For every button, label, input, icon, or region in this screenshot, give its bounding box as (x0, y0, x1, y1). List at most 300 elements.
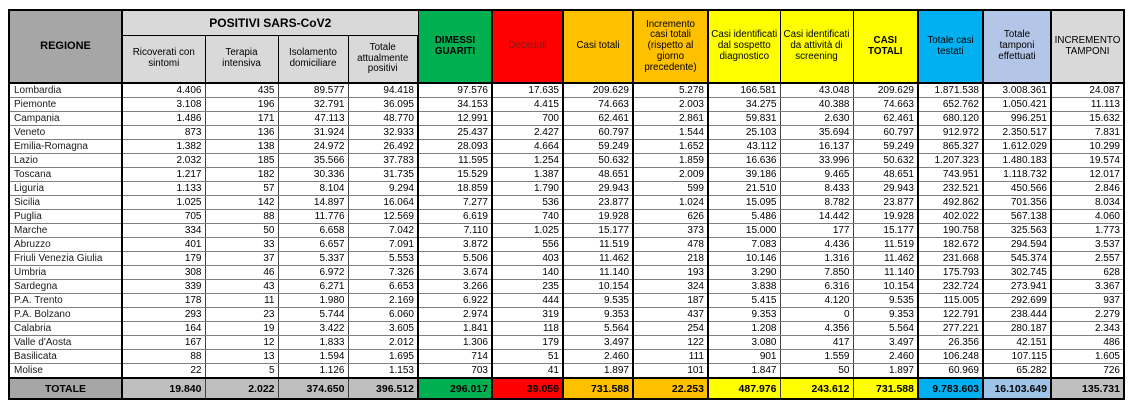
region-name-cell: Basilicata (9, 350, 122, 364)
value-cell: 373 (633, 224, 708, 238)
value-cell: 171 (205, 112, 278, 126)
value-cell: 122 (633, 336, 708, 350)
value-cell: 7.083 (708, 238, 780, 252)
value-cell: 209.629 (563, 83, 633, 98)
value-cell: 182 (205, 168, 278, 182)
value-cell: 3.080 (708, 336, 780, 350)
value-cell: 339 (122, 280, 205, 294)
value-cell: 48.651 (853, 168, 918, 182)
value-cell: 3.497 (563, 336, 633, 350)
value-cell: 51 (492, 350, 563, 364)
region-name-cell: Calabria (9, 322, 122, 336)
table-row-p-a-bolzano (9, 308, 1124, 322)
column-header-incremento-tamponi: INCREMENTO TAMPONI (1051, 10, 1124, 83)
table-row-molise (9, 364, 1124, 379)
value-cell: 115.005 (918, 294, 983, 308)
value-cell: 218 (633, 252, 708, 266)
value-cell: 238.444 (983, 308, 1051, 322)
value-cell: 700 (492, 112, 563, 126)
value-cell: 10.154 (563, 280, 633, 294)
value-cell: 714 (418, 350, 492, 364)
value-cell: 19.928 (563, 210, 633, 224)
value-cell: 2.460 (853, 350, 918, 364)
region-name-cell: Sicilia (9, 196, 122, 210)
value-cell: 1.847 (708, 364, 780, 379)
region-name-cell: Umbria (9, 266, 122, 280)
value-cell: 292.699 (983, 294, 1051, 308)
value-cell: 3.838 (708, 280, 780, 294)
value-cell: 5.553 (348, 252, 418, 266)
table-row-abruzzo (9, 238, 1124, 252)
value-cell: 6.922 (418, 294, 492, 308)
value-cell: 48.651 (563, 168, 633, 182)
value-cell: 12.017 (1051, 168, 1124, 182)
value-cell: 294.594 (983, 238, 1051, 252)
value-cell: 11 (205, 294, 278, 308)
value-cell: 4.415 (492, 98, 563, 112)
value-cell: 1.024 (633, 196, 708, 210)
column-header-terapia-intensiva: Terapia intensiva (205, 36, 278, 84)
value-cell: 19 (205, 322, 278, 336)
value-cell: 1.118.732 (983, 168, 1051, 182)
table-row-valle-d-aosta (9, 336, 1124, 350)
value-cell: 2.846 (1051, 182, 1124, 196)
value-cell: 254 (633, 322, 708, 336)
value-cell: 556 (492, 238, 563, 252)
value-cell: 3.422 (278, 322, 348, 336)
value-cell: 138 (205, 140, 278, 154)
value-cell: 325.563 (983, 224, 1051, 238)
value-cell: 11.462 (853, 252, 918, 266)
value-cell: 6.619 (418, 210, 492, 224)
total-value-cell: 16.103.649 (983, 378, 1051, 399)
value-cell: 478 (633, 238, 708, 252)
table-row-umbria (9, 266, 1124, 280)
value-cell: 14.897 (278, 196, 348, 210)
column-header-regione: REGIONE (9, 10, 122, 83)
table-row-toscana (9, 168, 1124, 182)
value-cell: 26.356 (918, 336, 983, 350)
value-cell: 23 (205, 308, 278, 322)
value-cell: 11.595 (418, 154, 492, 168)
value-cell: 7.277 (418, 196, 492, 210)
table-row-campania (9, 112, 1124, 126)
value-cell: 726 (1051, 364, 1124, 379)
value-cell: 703 (418, 364, 492, 379)
value-cell: 29.943 (563, 182, 633, 196)
value-cell: 1.773 (1051, 224, 1124, 238)
value-cell: 3.605 (348, 322, 418, 336)
column-header-isolamento-domiciliare: Isolamento domiciliare (278, 36, 348, 84)
value-cell: 3.497 (853, 336, 918, 350)
value-cell: 3.674 (418, 266, 492, 280)
total-value-cell: 396.512 (348, 378, 418, 399)
value-cell: 50 (780, 364, 853, 379)
value-cell: 5.744 (278, 308, 348, 322)
value-cell: 8.034 (1051, 196, 1124, 210)
table-row-sardegna (9, 280, 1124, 294)
column-header-incremento-casi-totali-rispetto-al-giorno-precedente: Incremento casi totali (rispetto al giorno precedente) (633, 10, 708, 83)
value-cell: 136 (205, 126, 278, 140)
value-cell: 486 (1051, 336, 1124, 350)
value-cell: 3.290 (708, 266, 780, 280)
value-cell: 1.153 (348, 364, 418, 379)
value-cell: 319 (492, 308, 563, 322)
region-name-cell: Lazio (9, 154, 122, 168)
region-name-cell: Liguria (9, 182, 122, 196)
value-cell: 11.776 (278, 210, 348, 224)
value-cell: 12.569 (348, 210, 418, 224)
value-cell: 22 (122, 364, 205, 379)
value-cell: 9.294 (348, 182, 418, 196)
value-cell: 3.266 (418, 280, 492, 294)
value-cell: 2.350.517 (983, 126, 1051, 140)
value-cell: 599 (633, 182, 708, 196)
value-cell: 5.415 (708, 294, 780, 308)
value-cell: 1.306 (418, 336, 492, 350)
value-cell: 1.559 (780, 350, 853, 364)
value-cell: 23.877 (563, 196, 633, 210)
value-cell: 2.974 (418, 308, 492, 322)
total-value-cell: 2.022 (205, 378, 278, 399)
value-cell: 10.146 (708, 252, 780, 266)
column-header-casi-totali: Casi totali (563, 10, 633, 83)
value-cell: 12 (205, 336, 278, 350)
value-cell: 74.663 (853, 98, 918, 112)
value-cell: 1.859 (633, 154, 708, 168)
value-cell: 1.833 (278, 336, 348, 350)
table-row-p-a-trento (9, 294, 1124, 308)
table-row-liguria (9, 182, 1124, 196)
value-cell: 536 (492, 196, 563, 210)
value-cell: 50.632 (853, 154, 918, 168)
value-cell: 1.486 (122, 112, 205, 126)
value-cell: 232.521 (918, 182, 983, 196)
value-cell: 179 (492, 336, 563, 350)
value-cell: 1.980 (278, 294, 348, 308)
value-cell: 11.140 (563, 266, 633, 280)
value-cell: 60.797 (853, 126, 918, 140)
value-cell: 1.025 (492, 224, 563, 238)
value-cell: 166.581 (708, 83, 780, 98)
value-cell: 450.566 (983, 182, 1051, 196)
table-header (9, 10, 1124, 83)
total-value-cell: 374.650 (278, 378, 348, 399)
covid-regional-table (8, 9, 1125, 400)
value-cell: 4.060 (1051, 210, 1124, 224)
region-name-cell: Sardegna (9, 280, 122, 294)
value-cell: 11.519 (563, 238, 633, 252)
value-cell: 2.279 (1051, 308, 1124, 322)
value-cell: 2.460 (563, 350, 633, 364)
value-cell: 7.110 (418, 224, 492, 238)
column-header-dimessi-guariti: DIMESSI GUARITI (418, 10, 492, 83)
header-row-group (9, 10, 1124, 36)
value-cell: 3.367 (1051, 280, 1124, 294)
value-cell: 5.337 (278, 252, 348, 266)
value-cell: 19.574 (1051, 154, 1124, 168)
value-cell: 42.151 (983, 336, 1051, 350)
total-value-cell: 731.588 (853, 378, 918, 399)
value-cell: 59.249 (853, 140, 918, 154)
value-cell: 178 (122, 294, 205, 308)
value-cell: 1.871.538 (918, 83, 983, 98)
value-cell: 701.356 (983, 196, 1051, 210)
value-cell: 33 (205, 238, 278, 252)
value-cell: 996.251 (983, 112, 1051, 126)
value-cell: 10.299 (1051, 140, 1124, 154)
value-cell: 324 (633, 280, 708, 294)
value-cell: 8.433 (780, 182, 853, 196)
value-cell: 6.060 (348, 308, 418, 322)
value-cell: 302.745 (983, 266, 1051, 280)
value-cell: 6.271 (278, 280, 348, 294)
column-header-casi-identificati-dal-sospetto-diagnostico: Casi identificati dal sospetto diagnostico (708, 10, 780, 83)
table-row-sicilia (9, 196, 1124, 210)
table-row-veneto (9, 126, 1124, 140)
value-cell: 88 (205, 210, 278, 224)
value-cell: 4.406 (122, 83, 205, 98)
table-row-basilicata (9, 350, 1124, 364)
value-cell: 2.861 (633, 112, 708, 126)
value-cell: 140 (492, 266, 563, 280)
value-cell: 34.275 (708, 98, 780, 112)
value-cell: 437 (633, 308, 708, 322)
value-cell: 74.663 (563, 98, 633, 112)
value-cell: 28.093 (418, 140, 492, 154)
value-cell: 402.022 (918, 210, 983, 224)
column-header-deceduti: Deceduti (492, 10, 563, 83)
value-cell: 9.465 (780, 168, 853, 182)
value-cell: 1.382 (122, 140, 205, 154)
value-cell: 901 (708, 350, 780, 364)
value-cell: 37.783 (348, 154, 418, 168)
value-cell: 4.664 (492, 140, 563, 154)
value-cell: 1.544 (633, 126, 708, 140)
covid-regional-table-container (8, 9, 1125, 400)
region-name-cell: Lombardia (9, 83, 122, 98)
value-cell: 5.564 (853, 322, 918, 336)
value-cell: 1.790 (492, 182, 563, 196)
value-cell: 193 (633, 266, 708, 280)
value-cell: 10.154 (853, 280, 918, 294)
value-cell: 122.791 (918, 308, 983, 322)
value-cell: 5 (205, 364, 278, 379)
value-cell: 21.510 (708, 182, 780, 196)
value-cell: 626 (633, 210, 708, 224)
value-cell: 231.668 (918, 252, 983, 266)
table-total-row (9, 378, 1124, 399)
value-cell: 9.535 (563, 294, 633, 308)
value-cell: 1.207.323 (918, 154, 983, 168)
value-cell: 280.187 (983, 322, 1051, 336)
value-cell: 444 (492, 294, 563, 308)
value-cell: 6.316 (780, 280, 853, 294)
value-cell: 235 (492, 280, 563, 294)
region-name-cell: Veneto (9, 126, 122, 140)
total-value-cell: 19.840 (122, 378, 205, 399)
value-cell: 43 (205, 280, 278, 294)
value-cell: 9.535 (853, 294, 918, 308)
value-cell: 4.120 (780, 294, 853, 308)
value-cell: 15.529 (418, 168, 492, 182)
value-cell: 37 (205, 252, 278, 266)
value-cell: 40.388 (780, 98, 853, 112)
value-cell: 107.115 (983, 350, 1051, 364)
value-cell: 16.636 (708, 154, 780, 168)
value-cell: 17.635 (492, 83, 563, 98)
value-cell: 334 (122, 224, 205, 238)
value-cell: 11.140 (853, 266, 918, 280)
value-cell: 43.048 (780, 83, 853, 98)
value-cell: 29.943 (853, 182, 918, 196)
value-cell: 0 (780, 308, 853, 322)
value-cell: 5.506 (418, 252, 492, 266)
value-cell: 13 (205, 350, 278, 364)
value-cell: 209.629 (853, 83, 918, 98)
value-cell: 31.735 (348, 168, 418, 182)
value-cell: 62.461 (853, 112, 918, 126)
value-cell: 39.186 (708, 168, 780, 182)
value-cell: 23.877 (853, 196, 918, 210)
value-cell: 3.537 (1051, 238, 1124, 252)
total-label-cell: TOTALE (9, 378, 122, 399)
value-cell: 35.566 (278, 154, 348, 168)
value-cell: 492.862 (918, 196, 983, 210)
value-cell: 1.050.421 (983, 98, 1051, 112)
table-row-emilia-romagna (9, 140, 1124, 154)
value-cell: 3.008.361 (983, 83, 1051, 98)
column-header-totale-casi-testati: Totale casi testati (918, 10, 983, 83)
value-cell: 36.095 (348, 98, 418, 112)
value-cell: 912.972 (918, 126, 983, 140)
value-cell: 1.025 (122, 196, 205, 210)
value-cell: 567.138 (983, 210, 1051, 224)
value-cell: 16.137 (780, 140, 853, 154)
value-cell: 101 (633, 364, 708, 379)
value-cell: 12.991 (418, 112, 492, 126)
value-cell: 167 (122, 336, 205, 350)
value-cell: 7.326 (348, 266, 418, 280)
value-cell: 46 (205, 266, 278, 280)
value-cell: 59.249 (563, 140, 633, 154)
value-cell: 48.770 (348, 112, 418, 126)
value-cell: 1.897 (563, 364, 633, 379)
value-cell: 4.356 (780, 322, 853, 336)
value-cell: 16.064 (348, 196, 418, 210)
table-row-puglia (9, 210, 1124, 224)
value-cell: 14.442 (780, 210, 853, 224)
value-cell: 937 (1051, 294, 1124, 308)
value-cell: 6.657 (278, 238, 348, 252)
value-cell: 31.924 (278, 126, 348, 140)
value-cell: 1.897 (853, 364, 918, 379)
value-cell: 19.928 (853, 210, 918, 224)
value-cell: 3.108 (122, 98, 205, 112)
value-cell: 111 (633, 350, 708, 364)
table-row-lombardia (9, 83, 1124, 98)
value-cell: 15.177 (853, 224, 918, 238)
value-cell: 865.327 (918, 140, 983, 154)
value-cell: 26.492 (348, 140, 418, 154)
value-cell: 7.042 (348, 224, 418, 238)
value-cell: 2.169 (348, 294, 418, 308)
region-name-cell: Valle d'Aosta (9, 336, 122, 350)
value-cell: 118 (492, 322, 563, 336)
value-cell: 4.436 (780, 238, 853, 252)
value-cell: 185 (205, 154, 278, 168)
value-cell: 2.009 (633, 168, 708, 182)
value-cell: 6.972 (278, 266, 348, 280)
value-cell: 2.557 (1051, 252, 1124, 266)
value-cell: 32.791 (278, 98, 348, 112)
total-value-cell: 487.976 (708, 378, 780, 399)
value-cell: 30.336 (278, 168, 348, 182)
value-cell: 50 (205, 224, 278, 238)
value-cell: 11.519 (853, 238, 918, 252)
column-header-casi-totali: CASI TOTALI (853, 10, 918, 83)
value-cell: 24.972 (278, 140, 348, 154)
column-group-header-positivi: POSITIVI SARS-CoV2 (122, 10, 418, 36)
value-cell: 401 (122, 238, 205, 252)
value-cell: 1.254 (492, 154, 563, 168)
value-cell: 62.461 (563, 112, 633, 126)
value-cell: 8.782 (780, 196, 853, 210)
value-cell: 59.831 (708, 112, 780, 126)
value-cell: 417 (780, 336, 853, 350)
value-cell: 1.217 (122, 168, 205, 182)
value-cell: 6.658 (278, 224, 348, 238)
value-cell: 1.841 (418, 322, 492, 336)
value-cell: 187 (633, 294, 708, 308)
total-value-cell: 296.017 (418, 378, 492, 399)
value-cell: 628 (1051, 266, 1124, 280)
value-cell: 273.941 (983, 280, 1051, 294)
value-cell: 25.103 (708, 126, 780, 140)
value-cell: 9.353 (853, 308, 918, 322)
value-cell: 32.933 (348, 126, 418, 140)
value-cell: 50.632 (563, 154, 633, 168)
value-cell: 175.793 (918, 266, 983, 280)
value-cell: 177 (780, 224, 853, 238)
value-cell: 7.850 (780, 266, 853, 280)
value-cell: 164 (122, 322, 205, 336)
table-row-piemonte (9, 98, 1124, 112)
value-cell: 7.831 (1051, 126, 1124, 140)
value-cell: 743.951 (918, 168, 983, 182)
value-cell: 196 (205, 98, 278, 112)
region-name-cell: Toscana (9, 168, 122, 182)
value-cell: 545.374 (983, 252, 1051, 266)
value-cell: 403 (492, 252, 563, 266)
value-cell: 5.486 (708, 210, 780, 224)
total-value-cell: 731.588 (563, 378, 633, 399)
value-cell: 652.762 (918, 98, 983, 112)
value-cell: 35.694 (780, 126, 853, 140)
value-cell: 8.104 (278, 182, 348, 196)
value-cell: 106.248 (918, 350, 983, 364)
value-cell: 47.113 (278, 112, 348, 126)
value-cell: 2.032 (122, 154, 205, 168)
value-cell: 6.653 (348, 280, 418, 294)
column-header-ricoverati-con-sintomi: Ricoverati con sintomi (122, 36, 205, 84)
value-cell: 1.387 (492, 168, 563, 182)
column-header-totale-attualmente-positivi: Totale attualmente positivi (348, 36, 418, 84)
column-header-totale-tamponi-effettuati: Totale tamponi effettuati (983, 10, 1051, 83)
column-header-casi-identificati-da-attivit-di-screening: Casi identificati da attività di screening (780, 10, 853, 83)
region-name-cell: Puglia (9, 210, 122, 224)
value-cell: 1.652 (633, 140, 708, 154)
